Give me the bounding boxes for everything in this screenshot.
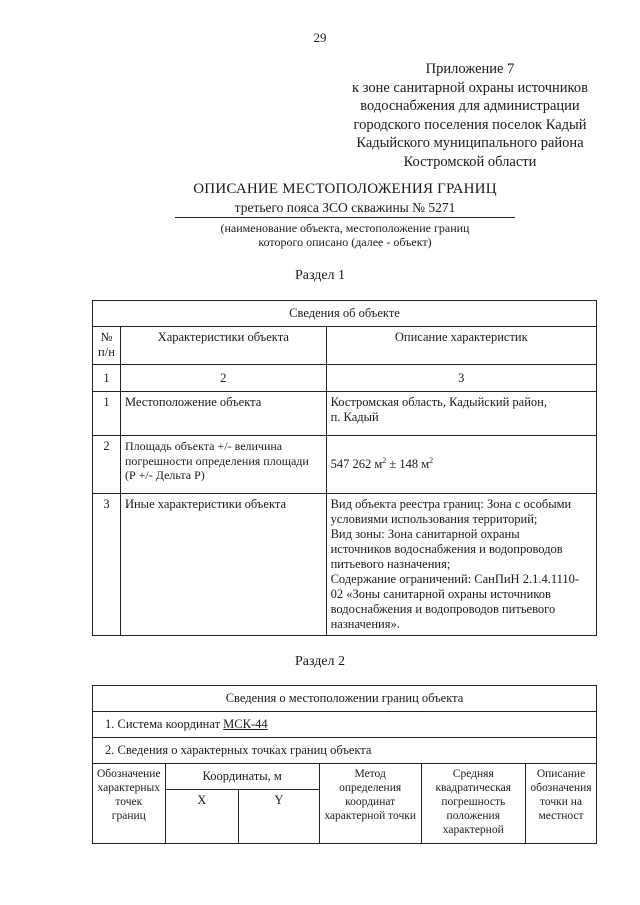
coordinate-system-value: МСК-44 xyxy=(223,717,268,731)
section1-heading: Раздел 1 xyxy=(294,268,346,283)
row-description xyxy=(326,392,596,436)
title-block xyxy=(175,180,515,249)
coordinate-system-row xyxy=(93,712,597,738)
col-header-num: № п/н xyxy=(93,327,121,365)
table-row xyxy=(93,494,597,636)
description-line: п. Кадый xyxy=(330,410,379,424)
area-error: ± 148 м xyxy=(386,457,430,471)
points-info-row: 2. Сведения о характерных точках границ объекта xyxy=(93,738,597,764)
page-number: 29 xyxy=(313,30,327,45)
row-number: 1 xyxy=(93,392,121,436)
description-line: Вид объекта реестра границ: Зона с особыми xyxy=(330,497,572,511)
index-cell: 3 xyxy=(326,365,596,392)
boundary-table-title: Сведения о местоположении границ объекта xyxy=(93,686,597,712)
description-line: условиями использования территорий; xyxy=(330,512,538,526)
index-cell: 2 xyxy=(120,365,326,392)
row-characteristic: Местоположение объекта xyxy=(120,392,326,436)
description-line: водоснабжения и водопроводов питьевого xyxy=(330,602,556,616)
object-info-table xyxy=(92,300,597,636)
appendix-block xyxy=(330,60,610,171)
coordinate-system-label: 1. Система координат xyxy=(105,717,224,731)
description-line: Костромская область, Кадыйский район, xyxy=(330,395,547,409)
description-line: 02 «Зоны санитарной охраны источников xyxy=(330,587,551,601)
row-number: 3 xyxy=(93,494,121,636)
col-header-error: Средняя квадратическая погрешность положения характерной xyxy=(421,764,526,844)
document-subtitle: третьего пояса ЗСО скважины № 5271 xyxy=(175,199,515,218)
boundary-location-table xyxy=(92,685,597,844)
row-description xyxy=(326,494,596,636)
description-line: Содержание ограничений: СанПиН 2.1.4.1110- xyxy=(330,572,580,586)
col-header-description: Описание характеристик xyxy=(326,327,596,365)
object-table-title: Сведения об объекте xyxy=(93,301,597,327)
description-line: Вид зоны: Зона санитарной охраны xyxy=(330,527,520,541)
appendix-line: Костромской области xyxy=(403,153,537,170)
col-header-method: Метод определения координат характерной точки xyxy=(319,764,421,844)
description-line: назначения». xyxy=(330,617,400,631)
appendix-line: Кадыйского муниципального района xyxy=(356,135,584,151)
document-title: ОПИСАНИЕ МЕСТОПОЛОЖЕНИЯ ГРАНИЦ xyxy=(193,181,497,197)
col-header-coordinates: Координаты, м xyxy=(165,764,319,790)
row-number: 2 xyxy=(93,436,121,494)
col-header-designation: Обозначение характерных точек границ xyxy=(93,764,166,844)
col-header-characteristics: Характеристики объекта xyxy=(120,327,326,365)
area-value: 547 262 м xyxy=(330,457,383,471)
row-characteristic: Площадь объекта +/- величина погрешности определения площади (Р +/- Дельта Р) xyxy=(120,436,326,494)
table-row xyxy=(93,436,597,494)
area-unit-sup: 2 xyxy=(382,455,387,465)
description-line: источников водоснабжения и водопроводов xyxy=(330,542,563,556)
hint-line: (наименование объекта, местоположение границ xyxy=(220,221,470,235)
table-row xyxy=(93,392,597,436)
col-header-y: Y xyxy=(238,790,319,844)
row-characteristic: Иные характеристики объекта xyxy=(120,494,326,636)
section2-heading: Раздел 2 xyxy=(294,654,346,669)
description-line: питьевого назначения; xyxy=(330,557,451,571)
appendix-line: к зоне санитарной охраны источников xyxy=(352,79,588,96)
appendix-title: Приложение 7 xyxy=(425,61,515,77)
col-header-point-description: Описание обозначения точки на местност xyxy=(526,764,597,844)
col-header-x: X xyxy=(165,790,238,844)
row-area-value xyxy=(326,436,596,494)
appendix-line: городского поселения поселок Кадый xyxy=(353,116,587,133)
hint-line: которого описано (далее - объект) xyxy=(258,235,432,249)
subtitle-hint xyxy=(175,221,515,249)
appendix-line: водоснабжения для администрации xyxy=(360,98,580,114)
area-unit-sup: 2 xyxy=(429,455,434,465)
index-cell: 1 xyxy=(93,365,121,392)
